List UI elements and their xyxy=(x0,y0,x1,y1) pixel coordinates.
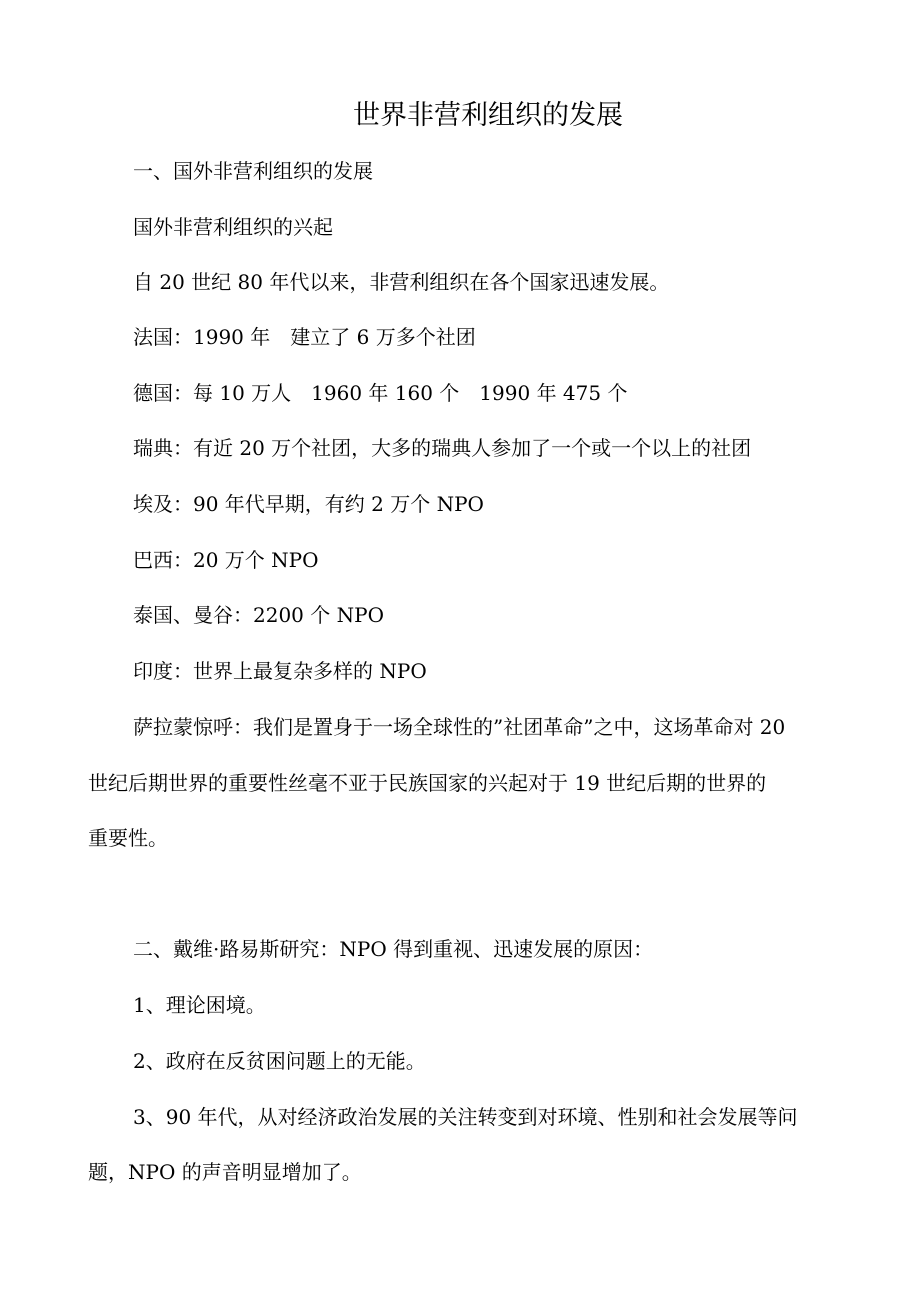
country-egypt: 埃及：90 年代早期，有约 2 万个 NPO xyxy=(133,492,484,516)
quote-line-3: 重要性。 xyxy=(88,826,168,850)
reason-item-3-line-2: 题，NPO 的声音明显增加了。 xyxy=(88,1160,362,1184)
reason-item-2: 2、政府在反贫困问题上的无能。 xyxy=(133,1049,426,1073)
country-france: 法国：1990 年 建立了 6 万多个社团 xyxy=(133,325,476,349)
intro-paragraph: 自 20 世纪 80 年代以来，非营利组织在各个国家迅速发展。 xyxy=(133,270,670,294)
country-germany: 德国：每 10 万人 1960 年 160 个 1990 年 475 个 xyxy=(133,381,628,405)
country-india: 印度：世界上最复杂多样的 NPO xyxy=(133,659,427,683)
reason-item-3-line-1: 3、90 年代，从对经济政治发展的关注转变到对环境、性别和社会发展等问 xyxy=(133,1105,798,1129)
quote-line-2: 世纪后期世界的重要性丝毫不亚于民族国家的兴起对于 19 世纪后期的世界的 xyxy=(88,771,767,795)
document-title: 世界非营利组织的发展 xyxy=(353,100,623,131)
section2-heading: 二、戴维·路易斯研究：NPO 得到重视、迅速发展的原因： xyxy=(133,937,654,961)
country-brazil: 巴西：20 万个 NPO xyxy=(133,548,319,572)
section1-heading: 一、国外非营利组织的发展 xyxy=(133,159,373,183)
country-thailand: 泰国、曼谷：2200 个 NPO xyxy=(133,603,384,627)
reason-item-1: 1、理论困境。 xyxy=(133,993,266,1017)
quote-line-1: 萨拉蒙惊呼：我们是置身于一场全球性的”社团革命”之中，这场革命对 20 xyxy=(133,715,786,739)
country-sweden: 瑞典：有近 20 万个社团，大多的瑞典人参加了一个或一个以上的社团 xyxy=(133,436,752,460)
section1-subheading: 国外非营利组织的兴起 xyxy=(133,215,333,239)
